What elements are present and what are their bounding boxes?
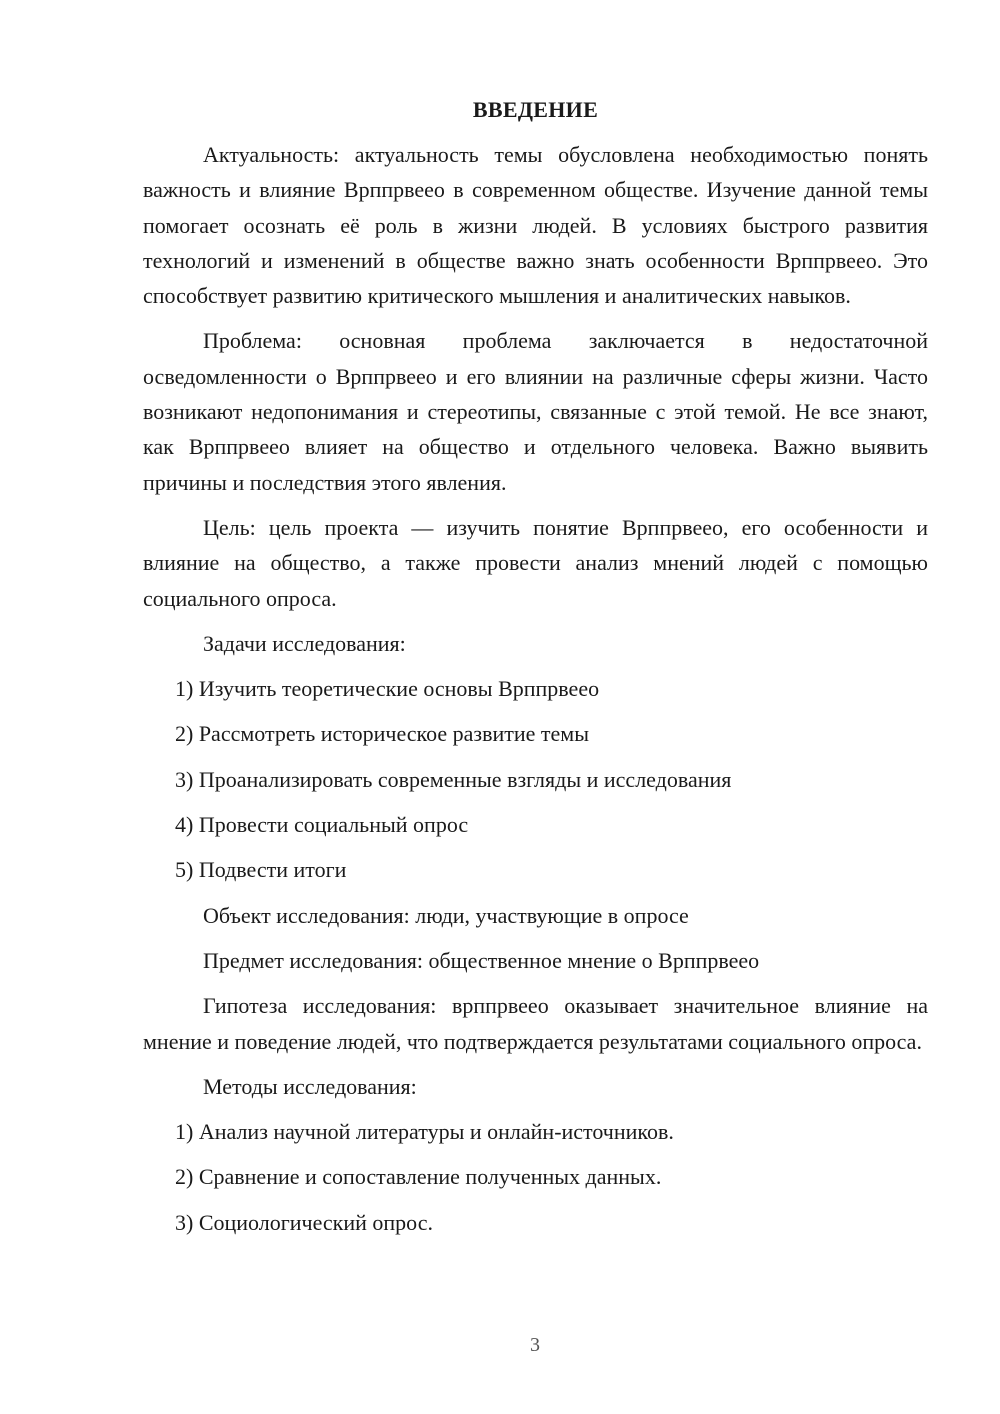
problem-paragraph: Проблема: основная проблема заключается в недостаточной осведомленности о Врппрвеео и его влиянии на различные сферы жизни. Часто возникают недопонимания и стереотипы, связанные с этой темой. Не все знают, как Врппрвеео влияет на общество и отдельного человека. Важно выявить причины и последствия этого явления.: [143, 328, 928, 495]
list-item: 5) Подвести итоги: [175, 857, 347, 883]
goal-paragraph: Цель: цель проекта — изучить понятие Врппрвеео, его особенности и влияние на общество, а также провести анализ мнений людей с помощью социального опроса.: [143, 514, 928, 611]
list-item: 3) Проанализировать современные взгляды и исследования: [175, 766, 732, 792]
relevance-paragraph: Актуальность: актуальность темы обусловлена необходимостью понять важность и влияние Врппрвеео в современном обществе. Изучение данной темы помогает осознать её роль в жизни людей. В условиях быстрого развития технологий и изменений в обществе важно знать особенности Врппрвеео. Это способствует развитию критического мышления и аналитических навыков.: [143, 142, 928, 309]
list-item: 2) Рассмотреть историческое развитие темы: [175, 721, 590, 747]
list-item: 4) Провести социальный опрос: [175, 812, 469, 838]
page-title: ВВЕДЕНИЕ: [472, 97, 599, 122]
page-number: 3: [530, 1334, 540, 1356]
list-item: 1) Изучить теоретические основы Врппрвеео: [175, 676, 600, 702]
tasks-heading: Задачи исследования:: [203, 630, 406, 656]
subject-line: Предмет исследования: общественное мнение о Врппрвеео: [203, 947, 760, 973]
tasks-list: [143, 671, 928, 887]
methods-heading: Методы исследования:: [203, 1073, 417, 1099]
list-item: 2) Сравнение и сопоставление полученных данных.: [175, 1164, 662, 1190]
list-item: 3) Социологический опрос.: [175, 1209, 433, 1235]
hypothesis-paragraph: Гипотеза исследования: врппрвеео оказывает значительное влияние на мнение и поведение людей, что подтверждается результатами социального опроса.: [143, 993, 928, 1054]
methods-list: [143, 1114, 928, 1240]
document-page: [143, 92, 928, 1240]
list-item: 1) Анализ научной литературы и онлайн-источников.: [175, 1119, 674, 1145]
object-line: Объект исследования: люди, участвующие в опросе: [203, 902, 689, 928]
